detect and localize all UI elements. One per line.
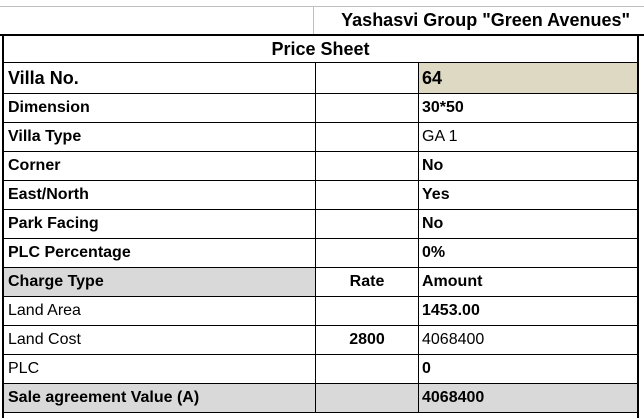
row-amount: GA 1 [422,128,458,145]
table-total-row [4,384,637,413]
row-label: East/North [4,181,316,209]
row-amount: 0% [422,244,446,261]
row-label: Villa Type [4,123,316,151]
column-header-rate: Rate [316,268,419,296]
row-label: Park Facing [4,210,316,238]
row-rate [316,210,419,238]
table-row [4,152,637,181]
row-rate [316,94,419,122]
row-rate [316,181,419,209]
row-label: Sale agreement Value (A) [4,384,316,412]
row-rate [316,384,419,412]
row-rate [316,152,419,180]
row-amount: 4068400 [422,331,485,348]
row-label: Land Area [4,297,316,325]
row-label: Corner [4,152,316,180]
table-row [4,210,637,239]
table-row [4,123,637,152]
row-label: Dimension [4,94,316,122]
column-header-charge-type: Charge Type [4,268,316,296]
row-amount: 0 [422,360,431,377]
row-rate: 2800 [316,326,419,354]
sheet-subtitle: Price Sheet [4,36,637,63]
row-rate [316,63,419,93]
row-rate [316,297,419,325]
row-rate [316,239,419,267]
table-row [4,63,637,94]
row-amount: No [422,157,444,174]
price-table [2,36,639,418]
row-amount: 4068400 [419,384,637,412]
table-body [4,63,637,413]
row-rate [316,355,419,383]
row-label: Villa No. [4,63,316,93]
row-amount: 1453.00 [422,302,480,319]
sheet-title: Yashasvi Group "Green Avenues" [341,10,630,30]
row-label: PLC Percentage [4,239,316,267]
row-amount: No [422,215,444,232]
title-row [0,6,644,36]
row-amount: 64 [419,63,637,93]
table-row [4,239,637,268]
table-row [4,326,637,355]
table-row [4,181,637,210]
row-amount: Yes [422,186,450,203]
row-amount: 30*50 [422,99,464,116]
column-header-amount: Amount [422,273,483,290]
column-divider [313,7,314,34]
table-row [4,94,637,123]
row-label: Land Cost [4,326,316,354]
row-label: PLC [4,355,316,383]
table-header-row [4,268,637,297]
table-row [4,297,637,326]
row-rate [316,123,419,151]
table-row [4,355,637,384]
